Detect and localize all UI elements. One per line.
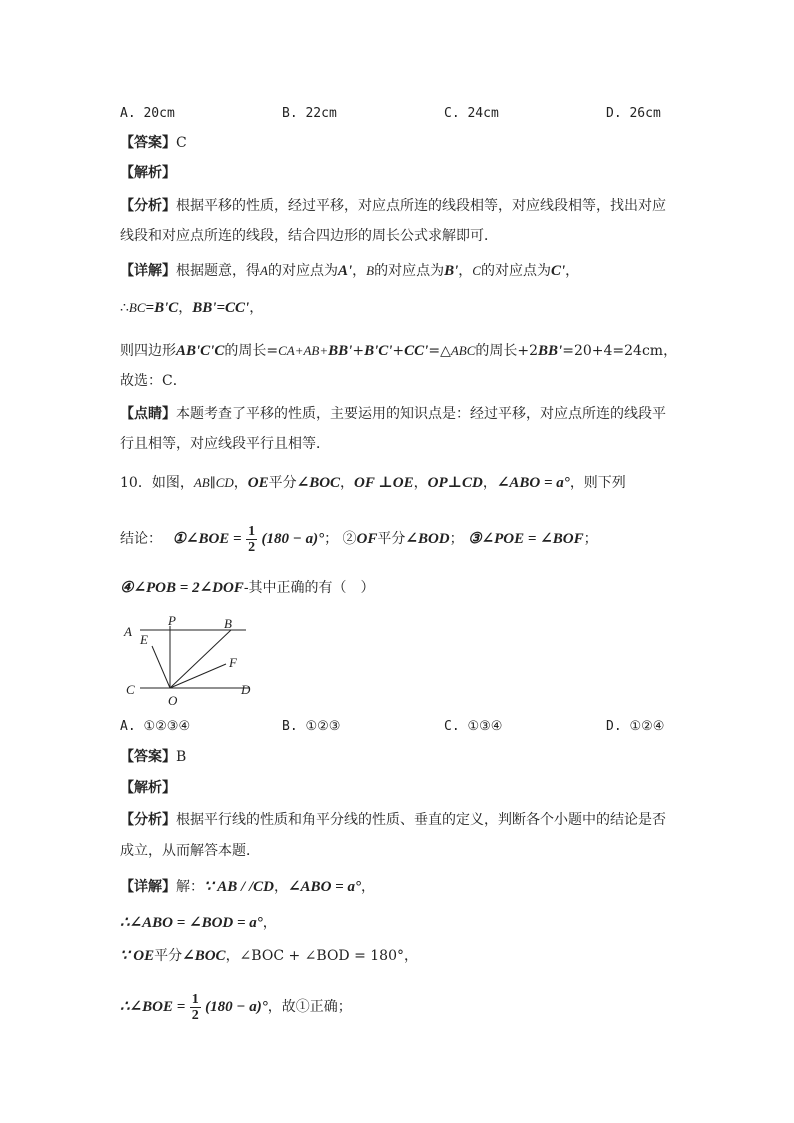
q9-analysis-tag: 【解析】 bbox=[120, 165, 176, 181]
q9-option-a: A. 20cm bbox=[120, 106, 175, 121]
q9-dianjing-1: 【点睛】本题考查了平移的性质，主要运用的知识点是：经过平移，对应点所连的线段平 bbox=[120, 406, 666, 422]
q9-dianjing-2: 行且相等，对应线段平行且相等． bbox=[120, 436, 330, 452]
q9-choose: 故选：C． bbox=[120, 373, 187, 389]
q10-detail-1: 【详解】解：∵ AB / /CD，∠ABO = a°， bbox=[120, 879, 375, 895]
label-p: P bbox=[168, 613, 176, 628]
ray-of bbox=[170, 664, 226, 688]
q9-answer: 【答案】C bbox=[120, 135, 187, 151]
q9-detail-3: 则四边形AB'C'C的周长=CA+AB+BB'+B'C'+CC'=△ABC的周长+2BB'=20+4=24cm， bbox=[120, 343, 678, 359]
label-o: O bbox=[168, 693, 178, 708]
q10-fenxi-2: 成立，从而解答本题． bbox=[120, 843, 260, 859]
ray-ob bbox=[170, 630, 231, 688]
q10-option-c: C. ①③④ bbox=[444, 719, 503, 734]
q10-stem: 10．如图，AB∥CD，OE平分∠BOC，OF ⊥OE，OP⊥CD，∠ABO = a°，则下列 bbox=[120, 475, 626, 491]
q10-option-d: D. ①②④ bbox=[606, 719, 665, 734]
q10-detail-3: ∵ OE平分∠BOC，∠BOC + ∠BOD = 180°， bbox=[120, 948, 418, 964]
fraction-half: $\frac{1}{2}$ bbox=[248, 523, 256, 555]
label-f: F bbox=[229, 655, 237, 670]
q10-conclusion-4: ④∠POB = 2∠DOF-其中正确的有（ ） bbox=[120, 580, 375, 596]
q10-option-a: A. ①②③④ bbox=[120, 719, 191, 734]
q10-detail-4: ∴∠BOE = $\frac{1}{2}$ (180 − a)°，故①正确； bbox=[120, 991, 352, 1023]
label-d: D bbox=[241, 682, 251, 697]
q9-option-c: C. 24cm bbox=[444, 106, 499, 121]
label-b: B bbox=[224, 616, 232, 631]
q9-fenxi-2: 线段和对应点所连的线段，结合四边形的周长公式求解即可． bbox=[120, 228, 498, 244]
q9-option-b: B. 22cm bbox=[282, 106, 337, 121]
q10-conclusions: 结论： ①∠BOE = $\frac{1}{2}$ (180 − a)°； ②OF平分∠BOD； ③∠POE = ∠BOF； bbox=[120, 523, 598, 555]
q10-detail-2: ∴∠ABO = ∠BOD = a°， bbox=[120, 915, 277, 931]
ray-oe bbox=[152, 646, 170, 688]
q10-fenxi-1: 【分析】根据平行线的性质和角平分线的性质、垂直的定义，判断各个小题中的结论是否 bbox=[120, 812, 666, 828]
q10-analysis-tag: 【解析】 bbox=[120, 780, 176, 796]
q9-detail-2: ∴BC=B'C，BB'=CC'， bbox=[120, 300, 264, 316]
label-a: A bbox=[124, 624, 132, 639]
q9-detail-1: 【详解】根据题意，得A的对应点为A'，B的对应点为B'，C的对应点为C'， bbox=[120, 263, 580, 279]
q9-fenxi-1: 【分析】根据平移的性质，经过平移，对应点所连的线段相等，对应线段相等，找出对应 bbox=[120, 198, 666, 214]
q9-option-d: D. 26cm bbox=[606, 106, 661, 121]
label-c: C bbox=[126, 682, 135, 697]
q10-option-b: B. ①②③ bbox=[282, 719, 341, 734]
q10-figure bbox=[118, 612, 268, 712]
fraction-half-2: $\frac{1}{2}$ bbox=[191, 991, 199, 1023]
q10-answer: 【答案】B bbox=[120, 749, 187, 765]
label-e: E bbox=[140, 632, 148, 647]
